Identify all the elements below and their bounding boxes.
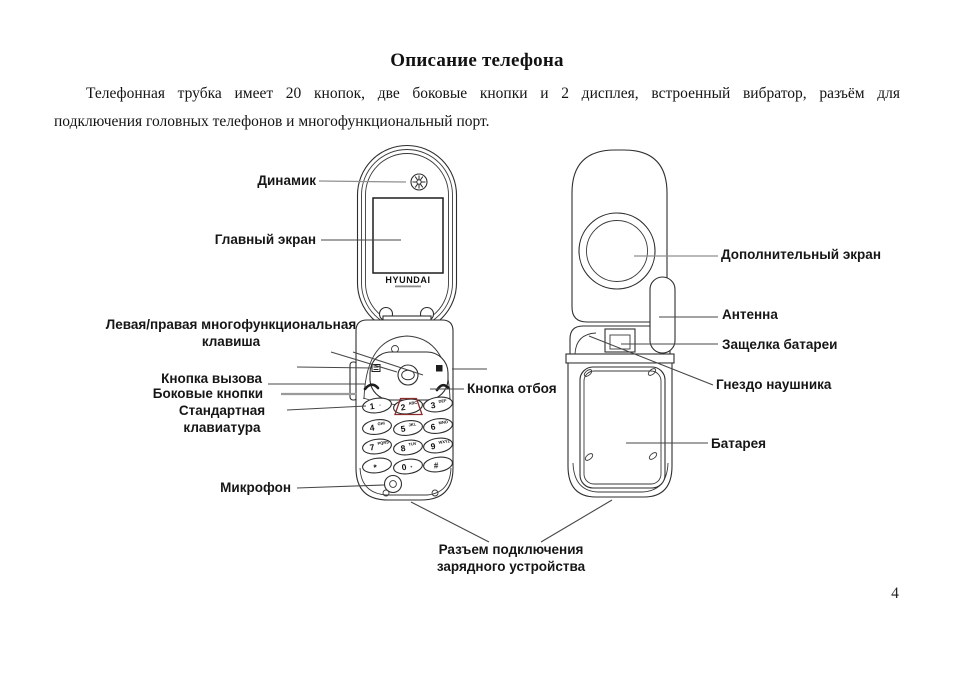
svg-text:#: # bbox=[433, 459, 440, 471]
navigation-pad bbox=[370, 352, 448, 400]
brand-logo: HYUNDAI bbox=[385, 275, 431, 285]
svg-text:6: 6 bbox=[430, 421, 437, 432]
label-keypad-line: Стандартная bbox=[178, 403, 266, 418]
label-keypad-line: клавиатура bbox=[183, 419, 261, 435]
svg-text:PQRS: PQRS bbox=[377, 439, 390, 446]
svg-text:8: 8 bbox=[400, 442, 407, 454]
svg-text:–: – bbox=[378, 401, 382, 408]
svg-text:ABC: ABC bbox=[408, 399, 418, 406]
phone-front-diagram bbox=[350, 146, 457, 501]
label-softkeys-line: клавиша bbox=[201, 333, 261, 349]
leader-line-charger-right bbox=[541, 500, 612, 542]
label-charger-port bbox=[421, 542, 601, 575]
main-screen-shape bbox=[373, 198, 443, 273]
label-call-button: Кнопка вызова bbox=[161, 371, 262, 386]
svg-text:*: * bbox=[372, 462, 378, 473]
label-softkeys-line: Левая/правая многофункциональная bbox=[105, 317, 357, 332]
battery-panel bbox=[580, 367, 665, 488]
svg-text:JKL: JKL bbox=[408, 421, 417, 428]
svg-text:9: 9 bbox=[430, 440, 437, 452]
label-main-screen: Главный экран bbox=[214, 232, 316, 247]
svg-text:TUV: TUV bbox=[408, 440, 417, 447]
label-side-buttons: Боковые кнопки bbox=[152, 386, 263, 401]
svg-text:GHI: GHI bbox=[377, 420, 385, 427]
body-ridge-bar bbox=[566, 354, 674, 363]
secondary-screen-outer bbox=[579, 213, 655, 289]
svg-text:3: 3 bbox=[430, 399, 437, 411]
right-softkey-icon bbox=[436, 365, 443, 372]
phone-back-diagram bbox=[566, 150, 675, 497]
svg-text:0: 0 bbox=[400, 461, 408, 473]
label-secondary-screen: Дополнительный экран bbox=[721, 247, 881, 262]
svg-text:7: 7 bbox=[369, 441, 376, 453]
svg-text:5: 5 bbox=[400, 423, 407, 434]
label-battery: Батарея bbox=[711, 436, 766, 451]
paragraph-line: Телефонная трубка имеет 20 кнопок, две боковые кнопки и 2 дисплея, встроенный вибратор, разъём для bbox=[86, 85, 900, 102]
label-battery-latch: Защелка батареи bbox=[722, 337, 838, 352]
svg-text:1: 1 bbox=[369, 400, 376, 412]
svg-text:WXYZ: WXYZ bbox=[438, 438, 451, 445]
label-charger-line: Разъем подключения bbox=[438, 542, 584, 557]
label-antenna: Антенна bbox=[722, 307, 778, 322]
page-number: 4 bbox=[891, 585, 899, 602]
leader-line-charger-left bbox=[411, 502, 489, 542]
svg-text:+: + bbox=[409, 463, 413, 470]
antenna-shape bbox=[650, 277, 675, 353]
svg-text:MNO: MNO bbox=[438, 419, 449, 426]
svg-text:4: 4 bbox=[369, 422, 376, 433]
label-charger-line: зарядного устройства bbox=[436, 558, 586, 574]
label-speaker: Динамик bbox=[257, 173, 316, 188]
svg-text:DEF: DEF bbox=[438, 397, 447, 404]
brand-subtext-line bbox=[395, 286, 421, 288]
svg-text:2: 2 bbox=[400, 401, 407, 413]
label-microphone: Микрофон bbox=[220, 480, 291, 495]
label-end-button: Кнопка отбоя bbox=[467, 381, 557, 396]
paragraph-line: подключения головных телефонов и многофункциональный порт. bbox=[54, 112, 490, 130]
label-keypad bbox=[158, 403, 286, 436]
speaker-icon bbox=[411, 174, 427, 190]
page-title: Описание телефона bbox=[390, 50, 564, 71]
label-softkeys bbox=[104, 317, 358, 350]
leader-line-keypad bbox=[287, 406, 366, 410]
label-earphone-jack: Гнездо наушника bbox=[716, 377, 832, 392]
